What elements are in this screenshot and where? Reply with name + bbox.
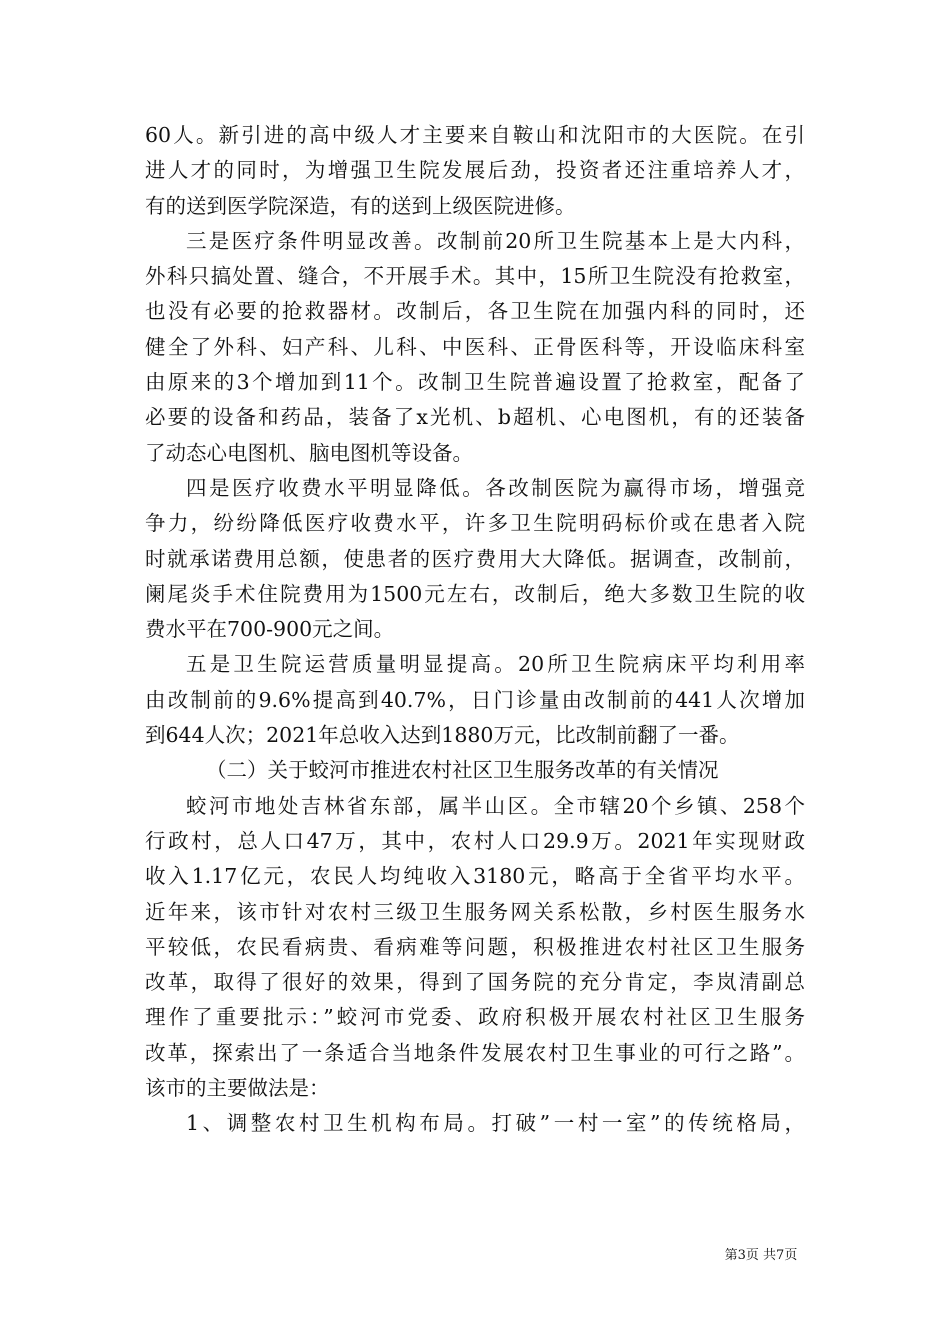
text-line: 阑尾炎手术住院费用为1500元左右，改制后，绝大多数卫生院的收: [145, 581, 805, 606]
text-line: 理作了重要批示：”蛟河市党委、政府积极开展农村社区卫生服务: [145, 1005, 805, 1030]
text-line: 健全了外科、妇产科、儿科、中医科、正骨医科等，开设临床科室: [145, 334, 805, 359]
text-line: 也没有必要的抢救器材。改制后，各卫生院在加强内科的同时，还: [145, 299, 805, 324]
document-body: [145, 118, 805, 1142]
text-line: 费水平在700-900元之间。: [145, 617, 395, 642]
page-number: 第3页 共7页: [724, 1248, 798, 1263]
text-line: 了动态心电图机、脑电图机等设备。: [145, 440, 473, 465]
text-line: 到644人次；2021年总收入达到1880万元，比改制前翻了一番。: [145, 723, 740, 748]
text-line: 由原来的3个增加到11个。改制卫生院普遍设置了抢救室，配备了: [145, 370, 805, 395]
section-heading: （二）关于蛟河市推进农村社区卫生服务改革的有关情况: [206, 758, 719, 783]
text-line: 改革，探索出了一条适合当地条件发展农村卫生事业的可行之路”。: [145, 1040, 805, 1065]
text-line: 该市的主要做法是：: [145, 1076, 330, 1101]
text-line: 争力，纷纷降低医疗收费水平，许多卫生院明码标价或在患者入院: [145, 511, 805, 536]
text-line: 收入1.17亿元，农民人均纯收入3180元，略高于全省平均水平。: [145, 864, 805, 889]
text-line: 必要的设备和药品，装备了x光机、b超机、心电图机，有的还装备: [145, 405, 805, 430]
text-line: 1、调整农村卫生机构布局。打破”一村一室”的传统格局，: [186, 1111, 805, 1136]
text-line: 进人才的同时，为增强卫生院发展后劲，投资者还注重培养人才，: [145, 158, 805, 183]
text-line: 改革，取得了很好的效果，得到了国务院的充分肯定，李岚清副总: [145, 970, 805, 995]
text-line: 有的送到医学院深造，有的送到上级医院进修。: [145, 193, 576, 218]
text-line: 行政村，总人口47万，其中，农村人口29.9万。2021年实现财政: [145, 828, 805, 853]
text-line: 平较低，农民看病贵、看病难等问题，积极推进农村社区卫生服务: [145, 934, 805, 959]
text-line: 外科只搞处置、缝合，不开展手术。其中，15所卫生院没有抢救室，: [145, 264, 805, 289]
text-line: 三是医疗条件明显改善。改制前20所卫生院基本上是大内科，: [186, 228, 805, 253]
text-line: 蛟河市地处吉林省东部，属半山区。全市辖20个乡镇、258个: [186, 793, 805, 818]
text-line: 时就承诺费用总额，使患者的医疗费用大大降低。据调查，改制前，: [145, 546, 805, 571]
text-line: 60人。新引进的高中级人才主要来自鞍山和沈阳市的大医院。在引: [145, 123, 805, 147]
text-line: 四是医疗收费水平明显降低。各改制医院为赢得市场，增强竞: [186, 475, 805, 500]
text-line: 近年来，该市针对农村三级卫生服务网关系松散，乡村医生服务水: [145, 899, 805, 924]
text-line: 五是卫生院运营质量明显提高。20所卫生院病床平均利用率: [186, 652, 805, 677]
text-line: 由改制前的9.6%提高到40.7%，日门诊量由改制前的441人次增加: [145, 687, 805, 712]
